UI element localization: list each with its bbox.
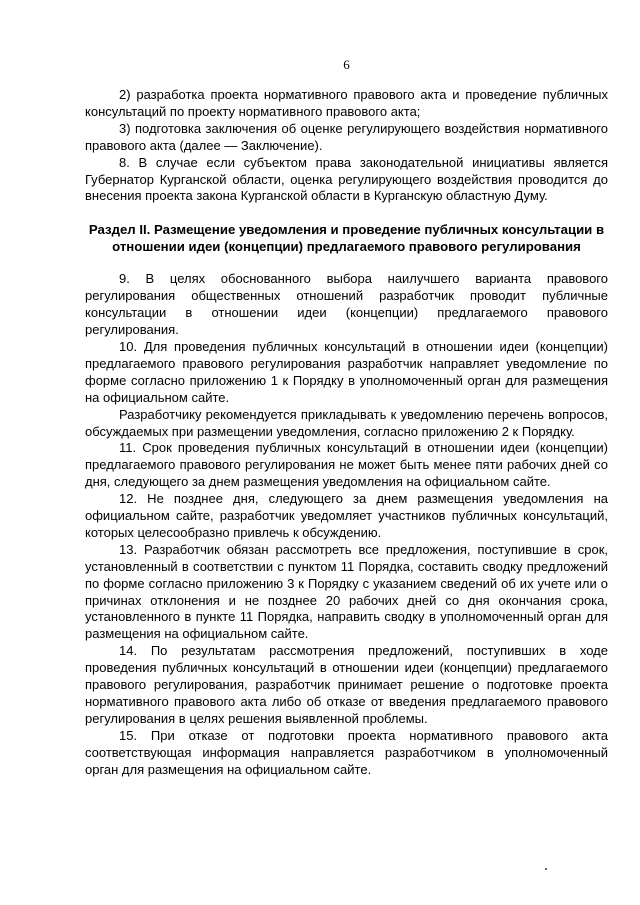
paragraph: Разработчику рекомендуется прикладывать к уведомлению перечень вопросов, обсуждаемых при размещении уведомления, согласно приложению 2 к Порядку. [85,406,608,439]
paragraph: 9. В целях обоснованного выбора наилучшего варианта правового регулирования общественных отношений разработчик проводит публичные консультации в отношении идеи (концепции) предлагаемого правового регулирования. [85,271,608,338]
paragraph: 15. При отказе от подготовки проекта нормативного правового акта соответствующая информация направляется разработчиком в уполномоченный орган для размещения на официальном сайте. [85,727,608,777]
section-title: Раздел II. Размещение уведомления и проведение публичных консультации в отношении идеи (концепции) предлагаемого правового регулирования [88,222,605,255]
paragraph: 12. Не позднее дня, следующего за днем размещения уведомления на официальном сайте, разработчик уведомляет участников публичных консультаций, которых целесообразно привлечь к обсуждению. [85,491,608,540]
paragraph: 2) разработка проекта нормативного правового акта и проведение публичных консультаций по проекту нормативного правового акта; [85,87,608,119]
paragraph: 11. Срок проведения публичных консультаций в отношении идеи (концепции) предлагаемого правового регулирования не может быть менее пяти рабочих дней со дня, следующего за днем размещения уведомления на официальном сайте. [85,440,608,490]
paragraph: 8. В случае если субъектом права законодательной инициативы является Губернатор Курганской области, оценка регулирующего воздействия проводится до внесения проекта закона Курганской области в Курганскую областную Думу. [85,154,608,204]
paragraph: 3) подготовка заключения об оценке регулирующего воздействия нормативного правового акта (далее — Заключение). [85,120,608,153]
paragraph: 14. По результатам рассмотрения предложений, поступивших в ходе проведения публичных консультаций в отношении идеи (концепции) предлагаемого правового регулирования, разработчик принимает решение о подготовке проекта нормативного правового акта либо об отказе от введения предлагаемого правового регулирования в целях решения выявленной проблемы. [85,643,608,726]
paragraph: 13. Разработчик обязан рассмотреть все предложения, поступившие в срок, установленный в соответствии с пунктом 11 Порядка, составить сводку предложений по форме согласно приложению 3 к Порядку с указанием сведений об их учете или о причинах отклонения и не позднее 20 рабочих дней со дня окончания срока, установленного в пункте 11 Порядка, направить сводку в уполномоченный орган для размещения на официальном сайте. [85,541,608,642]
paragraph: 10. Для проведения публичных консультаций в отношении идеи (концепции) предлагаемого правового регулирования разработчик направляет уведомление по форме согласно приложению 1 к Порядку в уполномоченный орган для размещения на официальном сайте. [85,338,608,405]
scan-speck [545,868,547,870]
page-number: 6 [343,57,350,72]
